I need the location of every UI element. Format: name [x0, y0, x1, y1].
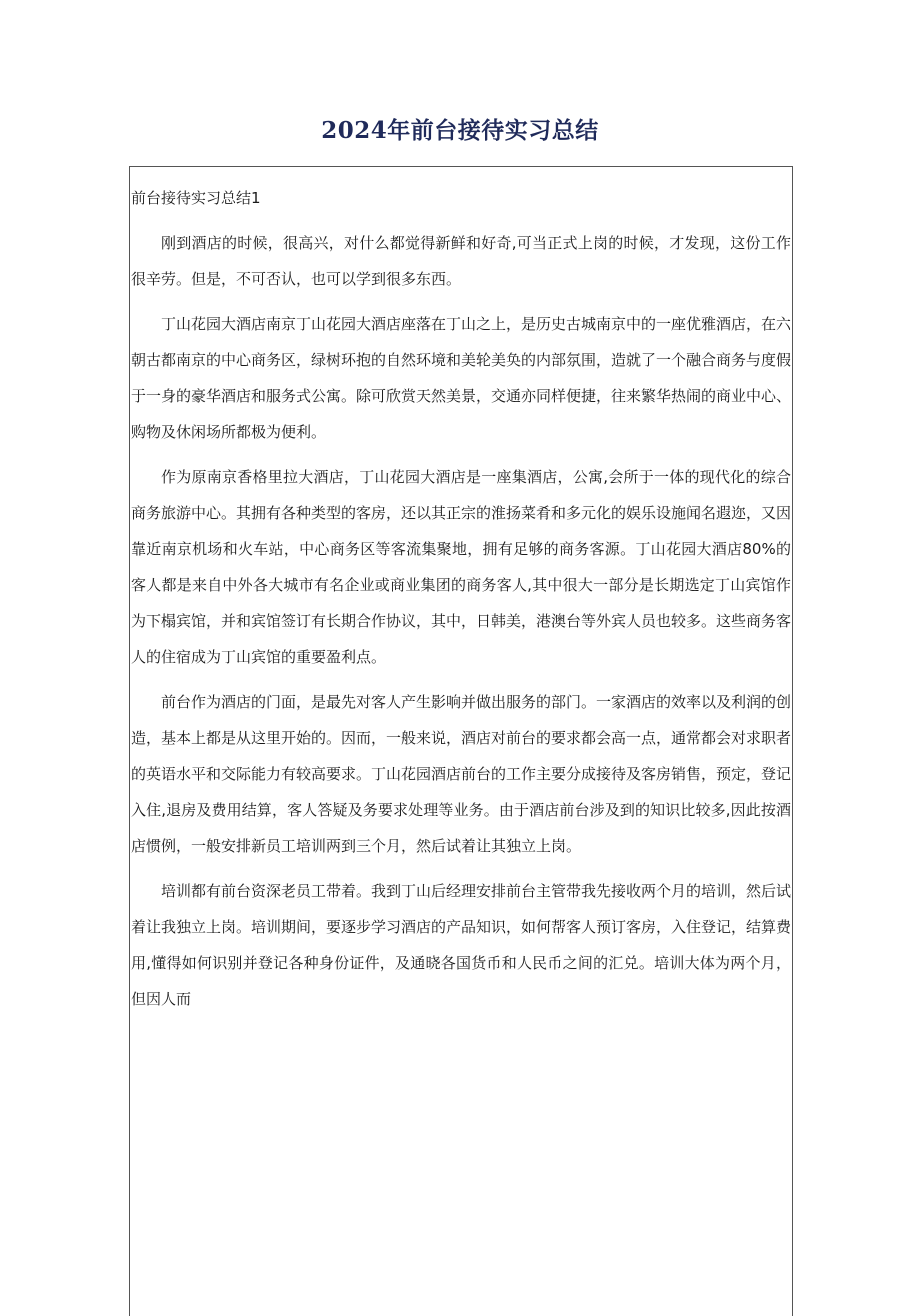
paragraph-3: 作为原南京香格里拉大酒店，丁山花园大酒店是一座集酒店，公寓,会所于一体的现代化的综合商务旅游中心。其拥有各种类型的客房，还以其正宗的淮扬菜肴和多元化的娱乐设施闻名遐迩，又因靠近南京机场和火车站，中心商务区等客流集聚地，拥有足够的商务客源。丁山花园大酒店80%的客人都是来自中外各大城市有名企业或商业集团的商务客人,其中很大一部分是长期选定丁山宾馆作为下榻宾馆，并和宾馆签订有长期合作协议，其中，日韩美，港澳台等外宾人员也较多。这些商务客人的住宿成为丁山宾馆的重要盈利点。 — [131, 468, 792, 666]
paragraph-1: 刚到酒店的时候，很高兴，对什么都觉得新鲜和好奇,可当正式上岗的时候，才发现，这份工作很辛劳。但是，不可否认，也可以学到很多东西。 — [131, 234, 791, 288]
paragraph-4: 前台作为酒店的门面，是最先对客人产生影响并做出服务的部门。一家酒店的效率以及利润的创造，基本上都是从这里开始的。因而，一般来说，酒店对前台的要求都会高一点，通常都会对求职者的英语水平和交际能力有较高要求。丁山花园酒店前台的工作主要分成接待及客房销售，预定，登记入住,退房及费用结算，客人答疑及务要求处理等业务。由于酒店前台涉及到的知识比较多,因此按酒店惯例，一般安排新员工培训两到三个月，然后试着让其独立上岗。 — [131, 693, 792, 855]
paragraph-2: 丁山花园大酒店南京丁山花园大酒店座落在丁山之上，是历史古城南京中的一座优雅酒店，在六朝古都南京的中心商务区，绿树环抱的自然环境和美轮美奂的内部氛围，造就了一个融合商务与度假于一身的豪华酒店和服务式公寓。除可欣赏天然美景，交通亦同样便捷，往来繁华热闹的商业中心、购物及休闲场所都极为便利。 — [131, 315, 792, 441]
document-body — [131, 180, 791, 1026]
document-title: 2024年前台接待实习总结 — [321, 117, 599, 144]
section-heading: 前台接待实习总结1 — [131, 189, 261, 207]
paragraph-5: 培训都有前台资深老员工带着。我到丁山后经理安排前台主管带我先接收两个月的培训，然后试着让我独立上岗。培训期间，要逐步学习酒店的产品知识，如何帮客人预订客房，入住登记，结算费用,懂得如何识别并登记各种身份证件，及通晓各国货币和人民币之间的汇兑。培训大体为两个月，但因人而 — [131, 882, 792, 1008]
